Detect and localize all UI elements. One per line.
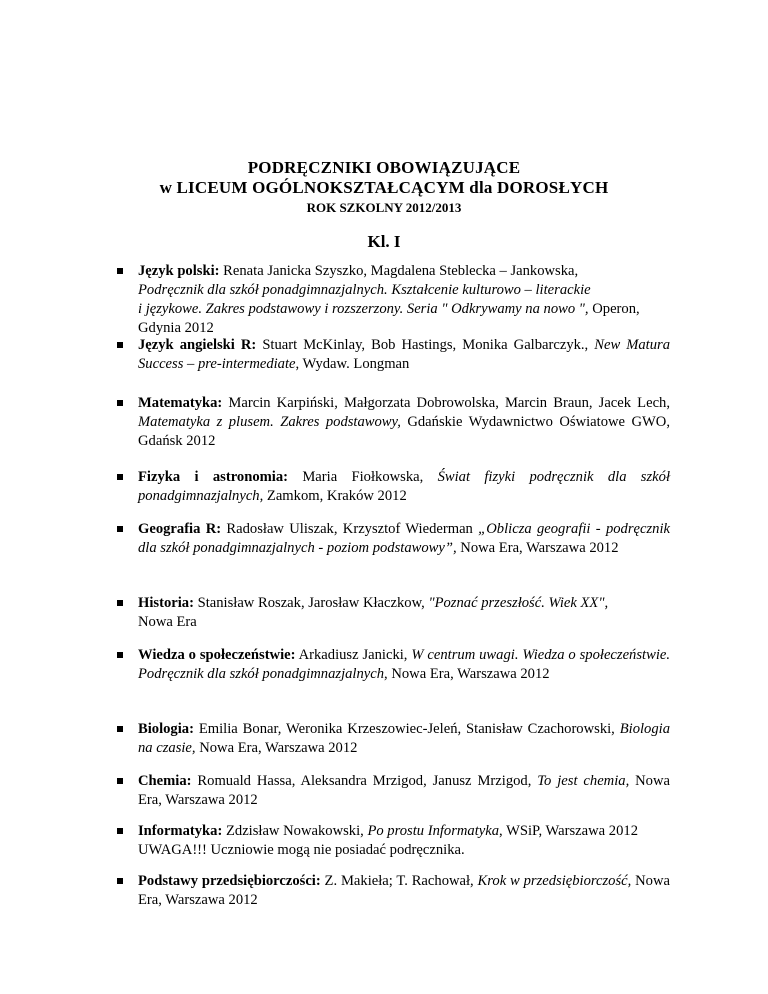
subject-label: Historia: <box>138 595 194 611</box>
list-item-geography <box>138 520 670 558</box>
subject-label: Biologia: <box>138 721 194 737</box>
list-item-history <box>138 594 670 632</box>
publisher: Nowa Era <box>138 614 197 630</box>
book-title: Po prostu Informatyka <box>367 823 500 839</box>
authors: Romuald Hassa, Aleksandra Mrzigod, Janusz Mrzigod, <box>191 773 538 789</box>
item-line <box>138 822 670 841</box>
list-item-chemistry <box>138 772 670 810</box>
list-item-math <box>138 394 670 451</box>
book-title: To jest chemia, <box>537 773 630 789</box>
publisher: Gdańskie Wydawnictwo Oświatowe GWO, Gdańsk 2012 <box>138 414 670 449</box>
subject-label: Podstawy przedsiębiorczości: <box>138 873 321 889</box>
subject-label: Informatyka: <box>138 823 223 839</box>
publisher: Nowa Era, Warszawa 2012 <box>138 773 670 808</box>
book-title: „Oblicza geografii - podręcznik dla szkół ponadgimnazjalnych - poziom podstawowy”, <box>138 521 670 556</box>
bullet-icon <box>117 652 123 658</box>
publisher: , WSiP, Warszawa 2012 <box>499 823 638 839</box>
authors: Emilia Bonar, Weronika Krzeszowiec-Jeleń, Stanisław Czachorowski, <box>193 721 620 737</box>
document-title-line2: w LICEUM OGÓLNOKSZTAŁCĄCYM dla DOROSŁYCH <box>159 178 609 197</box>
item-line <box>138 300 670 319</box>
item-line <box>138 594 670 613</box>
bullet-icon <box>117 726 123 732</box>
item-line <box>138 262 670 281</box>
document-title-line1: PODRĘCZNIKI OBOWIĄZUJĄCE <box>247 158 521 177</box>
list-item-polish <box>138 262 670 338</box>
authors: Z. Makieła; T. Rachował, <box>320 873 478 889</box>
subject-label: Wiedza o społeczeństwie: <box>138 647 296 663</box>
class-heading: Kl. I <box>367 232 401 251</box>
list-item-entrepreneurship <box>138 872 670 910</box>
book-title: New Matura Success – pre-intermediate <box>138 337 671 372</box>
subject-label: Chemia: <box>138 773 192 789</box>
book-title: "Poznać przeszłość. Wiek XX", <box>428 595 609 611</box>
publisher: Operon, <box>588 301 640 317</box>
bullet-icon <box>117 878 123 884</box>
warning-note: UWAGA!!! Uczniowie mogą nie posiadać podręcznika. <box>138 842 465 858</box>
book-title: i językowe. Zakres podstawowy i rozszerzony. Seria " Odkrywamy na nowo ", <box>138 301 589 317</box>
authors: Stuart McKinlay, Bob Hastings, Monika Galbarczyk., <box>256 337 595 353</box>
publisher: , Wydaw. Longman <box>295 356 410 372</box>
book-title: W centrum uwagi. Wiedza o społeczeństwie. Podręcznik dla szkół ponadgimnazjalnych <box>138 647 670 682</box>
bullet-icon <box>117 474 123 480</box>
bullet-icon <box>117 778 123 784</box>
bullet-icon <box>117 400 123 406</box>
bullet-icon <box>117 526 123 532</box>
book-title: Świat fizyki podręcznik dla szkół ponadgimnazjalnych, <box>138 469 670 504</box>
publisher: Nowa Era, Warszawa 2012 <box>138 873 670 908</box>
bullet-icon <box>117 600 123 606</box>
authors: Arkadiusz Janicki, <box>295 647 412 663</box>
publisher: Nowa Era, Warszawa 2012 <box>195 740 358 756</box>
publisher: , Nowa Era, Warszawa 2012 <box>384 666 550 682</box>
subject-label: Język angielski R: <box>138 337 257 353</box>
publisher: Nowa Era, Warszawa 2012 <box>456 540 619 556</box>
list-item-civics <box>138 646 670 684</box>
subject-label: Geografia R: <box>138 521 222 537</box>
subject-label: Matematyka: <box>138 395 223 411</box>
authors: Zdzisław Nowakowski, <box>222 823 368 839</box>
bullet-icon <box>117 828 123 834</box>
authors: Renata Janicka Szyszko, Magdalena Steblecka – Jankowska, <box>219 263 579 279</box>
publisher: Gdynia 2012 <box>138 320 214 336</box>
authors: Marcin Karpiński, Małgorzata Dobrowolska, Marcin Braun, Jacek Lech, <box>222 395 670 411</box>
list-item-informatics <box>138 822 670 860</box>
book-title: Krok w przedsiębiorczość, <box>477 873 632 889</box>
authors: Radosław Uliszak, Krzysztof Wiederman <box>221 521 479 537</box>
book-title: Podręcznik dla szkół ponadgimnazjalnych. Kształcenie kulturowo – literackie <box>138 282 591 298</box>
list-item-biology <box>138 720 670 758</box>
book-title: Biologia na czasie, <box>138 721 670 756</box>
bullet-icon <box>117 342 123 348</box>
list-item-english <box>138 336 670 374</box>
school-year: ROK SZKOLNY 2012/2013 <box>306 200 462 215</box>
list-item-physics <box>138 468 670 506</box>
bullet-icon <box>117 268 123 274</box>
subject-label: Fizyka i astronomia: <box>138 469 288 485</box>
book-title: Matematyka z plusem. Zakres podstawowy, <box>138 414 401 430</box>
authors: Stanisław Roszak, Jarosław Kłaczkow, <box>193 595 429 611</box>
publisher: Zamkom, Kraków 2012 <box>263 488 407 504</box>
authors: Maria Fiołkowska, <box>288 469 438 485</box>
subject-label: Język polski: <box>138 263 220 279</box>
